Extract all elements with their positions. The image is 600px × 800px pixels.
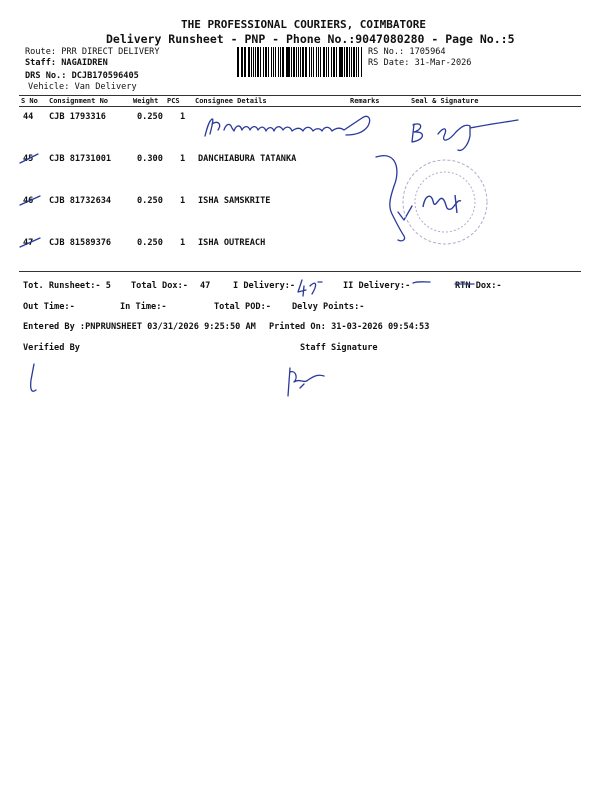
staff-signature-label: Staff Signature (300, 343, 378, 353)
in-time-label: In Time:- (120, 302, 167, 312)
i-delivery-handwriting (298, 280, 322, 296)
col-header-consignment: Consignment No (49, 97, 109, 105)
row-sno: 47 (23, 238, 34, 248)
seal-signature-row44 (412, 120, 518, 150)
rtn-dox-label: RTN Dox:- (455, 281, 502, 291)
row-pcs: 1 (180, 238, 186, 248)
entered-by: Entered By :PNPRUNSHEET 03/31/2026 9:25:50 AM (23, 322, 256, 332)
delvy-points-label: Delvy Points:- (292, 302, 365, 312)
total-dox-value: 47 (200, 281, 211, 291)
col-header-consignee: Consignee Details (195, 97, 267, 105)
row-pcs: 1 (180, 196, 186, 206)
out-time-label: Out Time:- (23, 302, 75, 312)
staff-label: Staff: NAGAIDREN (25, 58, 108, 68)
row-consignee: DANCHIABURA TATANKA (198, 154, 297, 164)
strike-row-46 (20, 196, 40, 205)
row-consignee: ISHA OUTREACH (198, 238, 266, 248)
row-pcs: 1 (180, 154, 186, 164)
strike-row-47 (20, 238, 40, 247)
row-weight: 0.250 (137, 196, 163, 206)
route-label: Route: PRR DIRECT DELIVERY (25, 47, 160, 57)
strike-row-45 (20, 154, 38, 163)
row-sno: 44 (23, 112, 34, 122)
i-delivery-label: I Delivery:- (233, 281, 296, 291)
col-header-remarks: Remarks (350, 97, 380, 105)
company-name: THE PROFESSIONAL COURIERS, COIMBATORE (181, 18, 427, 31)
verified-by-mark (31, 364, 36, 391)
printed-on: Printed On: 31-03-2026 09:54:53 (269, 322, 430, 332)
tot-runsheet: Tot. Runsheet:- 5 (23, 281, 111, 291)
consignee-signature (205, 116, 370, 136)
col-header-pcs: PCS (167, 97, 180, 105)
row-consignment: CJB 81589376 (49, 238, 112, 248)
col-header-sno: S No (21, 97, 38, 105)
ii-delivery-label: II Delivery:- (343, 281, 411, 291)
row-consignment: CJB 1793316 (49, 112, 106, 122)
company-seal-stamp (395, 155, 495, 250)
row-sno: 46 (23, 196, 34, 206)
col-header-weight: Weight (133, 97, 159, 105)
row-weight: 0.250 (137, 238, 163, 248)
ii-delivery-dash (413, 282, 430, 283)
row-weight: 0.250 (137, 112, 163, 122)
runsheet-title: Delivery Runsheet - PNP - Phone No.:9047080280 - Page No.:5 (106, 32, 515, 46)
rs-number: RS No.: 1705964 (368, 47, 446, 57)
total-dox-label: Total Dox:- (131, 281, 188, 291)
rs-date: RS Date: 31-Mar-2026 (368, 58, 472, 68)
drs-label: DRS No.: DCJB170596405 (25, 71, 139, 81)
verified-by-label: Verified By (23, 343, 80, 353)
total-pod-label: Total POD:- (214, 302, 271, 312)
row-consignment: CJB 81732634 (49, 196, 112, 206)
row-sno: 45 (23, 154, 34, 164)
staff-signature-mark (288, 368, 324, 396)
col-header-seal: Seal & Signature (411, 97, 479, 105)
seal-initials (423, 195, 461, 213)
row-pcs: 1 (180, 112, 186, 122)
row-weight: 0.300 (137, 154, 163, 164)
row-consignee: ISHA SAMSKRITE (198, 196, 271, 206)
row-consignment: CJB 81731001 (49, 154, 112, 164)
vehicle-label: Vehicle: Van Delivery (28, 82, 137, 92)
